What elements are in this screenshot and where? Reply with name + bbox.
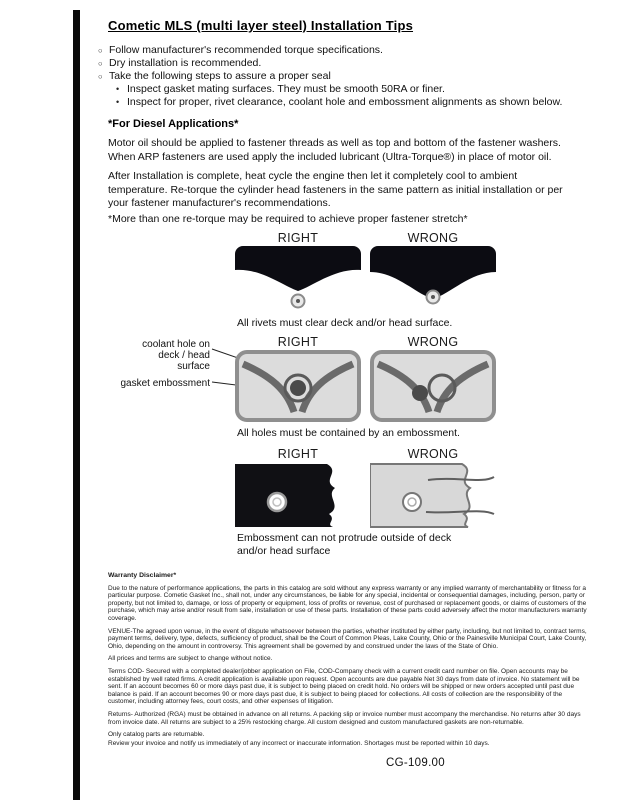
hole-icon bbox=[268, 493, 286, 511]
hole-embossment-right-diagram bbox=[235, 350, 361, 427]
list-item bbox=[98, 44, 584, 57]
disclaimer-paragraph: All prices and terms are subject to change without notice. bbox=[108, 655, 273, 663]
disclaimer-paragraph: Due to the nature of performance applications, the parts in this catalog are sold without any express warranty or any implied warranty of merchantability or fitness for a particular purpose. Cometic Gasket Inc., shall not, under any circumstances, be liable for any special, incidental or consequential damages, including, person, party or property, but not limited to, damage, or loss of property or equipment, loss of profits or revenue, cost of purchased or replacement goods, or claims of customers of the purchase, which may arise and/or result from sale, installation or use of these parts. Installation of these parts could adversely affect the motor manufacturers warranty coverage. bbox=[108, 584, 587, 622]
diesel-paragraph-2: After Installation is complete, heat cycle the engine then let it completely cool to ambient temperature. Re-torque the cylinder head fasteners in the same pattern as initial installation or per your fastener manufacturer's recommendations. bbox=[108, 170, 563, 209]
diesel-applications-heading: *For Diesel Applications* bbox=[108, 118, 239, 130]
page-title: Cometic MLS (multi layer steel) Installation Tips bbox=[108, 18, 414, 33]
right-label-row2: RIGHT bbox=[277, 335, 319, 349]
disclaimer-paragraph: VENUE-The agreed upon venue, in the event of dispute whatsoever between the parties, whether instituted by either party, including, but not limited to, contract terms, payment terms, delivery, type, defects, sufficiency of product, shall be the Court of Common Pleas, Lake County, Ohio or the Painesville Municipal Court, Lake County, Ohio, depending on the amount in controversy. This agreement shall be governed by and construed under the laws of the State of Ohio. bbox=[108, 627, 587, 650]
list-item-text: Dry installation is recommended. bbox=[109, 57, 262, 69]
wrong-label-row1: WRONG bbox=[407, 231, 459, 245]
list-item-text: Inspect gasket mating surfaces. They must be smooth 50RA or finer. bbox=[127, 83, 445, 95]
retorque-note: *More than one re-torque may be required to achieve proper fastener stretch* bbox=[108, 213, 468, 225]
hole-icon bbox=[403, 493, 421, 511]
list-item-text: Follow manufacturer's recommended torque specifications. bbox=[109, 44, 383, 56]
sub-list-item bbox=[116, 96, 584, 109]
hole-embossment-wrong-diagram bbox=[370, 350, 496, 427]
list-item-text: Inspect for proper, rivet clearance, coolant hole and embossment alignments as shown below. bbox=[127, 96, 563, 108]
diesel-paragraph-1: Motor oil should be applied to fastener threads as well as top and bottom of the fastener washers. When ARP fasteners are used apply the included lubricant (Ultra-Torque®) in place of motor oil. bbox=[108, 137, 561, 163]
disclaimer-paragraph: Review your invoice and notify us immediately of any incorrect or inaccurate information. Shortages must be reported within 10 days. bbox=[108, 739, 490, 747]
bullet-icon: ○ bbox=[98, 59, 103, 68]
sub-list-item bbox=[116, 83, 584, 96]
diagram-section bbox=[0, 229, 618, 563]
warranty-disclaimer-heading: Warranty Disclaimer* bbox=[108, 572, 177, 579]
list-item-text: Take the following steps to assure a proper seal bbox=[109, 70, 331, 82]
bullet-icon: ○ bbox=[98, 72, 103, 81]
embossment-protrusion-wrong-diagram bbox=[370, 462, 496, 533]
bullet-icon: • bbox=[116, 84, 120, 94]
wrong-label-row2: WRONG bbox=[407, 335, 459, 349]
gasket-embossment-annotation: gasket embossment bbox=[120, 378, 210, 389]
bullet-icon: ○ bbox=[98, 46, 103, 55]
disclaimer-paragraph: Returns- Authorized (RGA) must be obtained in advance on all returns. A packing slip or invoice number must accompany the merchandise. No returns after 30 days from invoice date. All returns are subject to a 25% restocking charge. All custom designed and custom manufactured gaskets are non-returnable. bbox=[108, 710, 581, 726]
warranty-disclaimer-section bbox=[108, 572, 590, 752]
coolant-hole-icon bbox=[290, 380, 306, 396]
embossment-protrusion-right-diagram bbox=[235, 462, 361, 533]
disclaimer-paragraph: Only catalog parts are returnable. bbox=[108, 731, 205, 739]
disclaimer-paragraph: Terms COD- Secured with a completed dealer/jobber application on File, COD-Company check with a current credit card number on file. Open accounts may be established by well rated firms. A credit application is available upon request. Open accounts are due payable Net 30 days from date of invoice. No statement will be sent. If an account becomes 60 or more days past due, it is subject to being placed on credit hold. No orders will be shipped or new orders accepted until past due balance is paid. If an account becomes 90 or more days past due, it is subject to being placed for collections. All costs of collection are the responsibility of the customer, including attorney fees, court costs, and other expenses of litigation. bbox=[108, 667, 580, 706]
right-label-row1: RIGHT bbox=[277, 231, 319, 245]
list-item bbox=[98, 70, 584, 83]
wrong-label-row3: WRONG bbox=[407, 447, 459, 461]
bullet-icon: • bbox=[116, 97, 120, 107]
rivet-clearance-wrong-diagram bbox=[370, 246, 496, 317]
row3-caption: Embossment can not protrude outside of deck and/or head surface bbox=[237, 532, 452, 557]
right-label-row3: RIGHT bbox=[277, 447, 319, 461]
coolant-hole-icon bbox=[412, 385, 428, 401]
page-code: CG-109.00 bbox=[386, 757, 445, 769]
coolant-hole-annotation: coolant hole on deck / head surface bbox=[142, 339, 210, 372]
list-item bbox=[98, 57, 584, 70]
row1-caption: All rivets must clear deck and/or head surface. bbox=[237, 317, 453, 329]
row2-caption: All holes must be contained by an embossment. bbox=[237, 427, 460, 439]
installation-tips-list bbox=[98, 44, 584, 109]
rivet-clearance-right-diagram bbox=[235, 246, 361, 317]
